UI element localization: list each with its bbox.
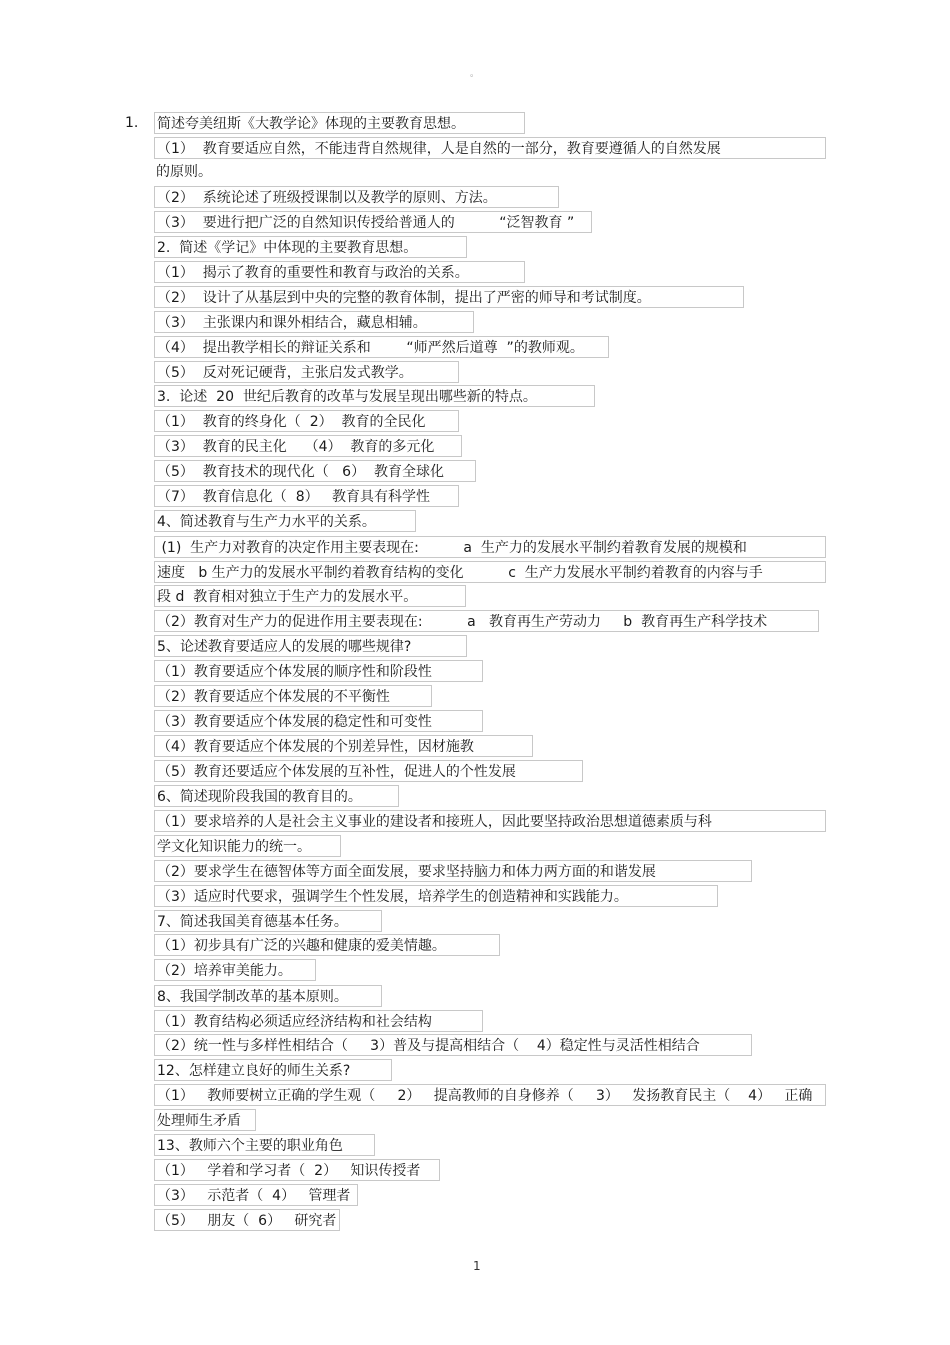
question-13-item-1-2: （1） 学着和学习者（ 2） 知识传授者 <box>154 1159 440 1181</box>
question-2-title: 2. 简述《学记》中体现的主要教育思想。 <box>154 236 467 258</box>
question-5-item-3: （3）教育要适应个体发展的稳定性和可变性 <box>154 710 483 732</box>
question-5-item-5: （5）教育还要适应个体发展的互补性，促进人的个性发展 <box>154 760 583 782</box>
question-12-title: 12、怎样建立良好的师生关系? <box>154 1059 392 1081</box>
question-5-title: 5、论述教育要适应人的发展的哪些规律? <box>154 635 467 657</box>
question-2-item-2: （2） 设计了从基层到中央的完整的教育体制，提出了严密的师导和考试制度。 <box>154 286 744 308</box>
question-4-item-1-end: 段 d 教育相对独立于生产力的发展水平。 <box>154 585 466 607</box>
question-2-item-3: （3） 主张课内和课外相结合，藏息相辅。 <box>154 311 474 333</box>
question-7-item-1: （1）初步具有广泛的兴趣和健康的爱美情趣。 <box>154 934 500 956</box>
question-7-item-2: （2）培养审美能力。 <box>154 959 316 981</box>
question-1-item-3: （3） 要进行把广泛的自然知识传授给普通人的 “泛智教育 ” <box>154 211 592 233</box>
question-4-item-1-cont: 速度 b 生产力的发展水平制约着教育结构的变化 c 生产力发展水平制约着教育的内容与手 <box>154 561 826 583</box>
page-number: 1 <box>473 1259 481 1273</box>
question-4-item-1: (1) 生产力对教育的决定作用主要表现在: a 生产力的发展水平制约着教育发展的规模和 <box>154 536 826 558</box>
question-8-item-1: （1）教育结构必须适应经济结构和社会结构 <box>154 1010 483 1032</box>
question-7-title: 7、简述我国美育德基本任务。 <box>154 910 382 932</box>
top-mark: 。 <box>470 69 480 79</box>
question-2-item-4: （4） 提出教学相长的辩证关系和 “师严然后道尊 ”的教师观。 <box>154 336 609 358</box>
question-4-title: 4、简述教育与生产力水平的关系。 <box>154 510 416 532</box>
question-6-item-2: （2）要求学生在德智体等方面全面发展，要求坚持脑力和体力两方面的和谐发展 <box>154 860 752 882</box>
question-1-item-1: （1） 教育要适应自然，不能违背自然规律，人是自然的一部分，教育要遵循人的自然发展 <box>154 137 826 159</box>
question-6-item-3: （3）适应时代要求，强调学生个性发展，培养学生的创造精神和实践能力。 <box>154 885 718 907</box>
question-2-item-5: （5） 反对死记硬背，主张启发式教学。 <box>154 361 459 383</box>
question-1-item-1-cont: 的原则。 <box>156 164 212 180</box>
question-13-item-5-6: （5） 朋友（ 6） 研究者 <box>154 1209 340 1231</box>
question-3-item-5-6: （5） 教育技术的现代化（ 6） 教育全球化 <box>154 460 476 482</box>
question-5-item-4: （4）教育要适应个体发展的个别差异性，因材施教 <box>154 735 533 757</box>
question-6-title: 6、简述现阶段我国的教育目的。 <box>154 785 399 807</box>
question-5-item-2: （2）教育要适应个体发展的不平衡性 <box>154 685 432 707</box>
question-2-item-1: （1） 揭示了教育的重要性和教育与政治的关系。 <box>154 261 525 283</box>
question-12-items-cont: 处理师生矛盾 <box>154 1109 256 1131</box>
question-8-title: 8、我国学制改革的基本原则。 <box>154 985 382 1007</box>
question-1-title: 简述夸美纽斯《大教学论》体现的主要教育思想。 <box>154 112 525 134</box>
question-13-title: 13、教师六个主要的职业角色 <box>154 1134 375 1156</box>
question-3-item-3-4: （3） 教育的民主化 （4） 教育的多元化 <box>154 435 462 457</box>
question-3-item-7-8: （7） 教育信息化（ 8） 教育具有科学性 <box>154 485 459 507</box>
question-13-item-3-4: （3） 示范者（ 4） 管理者 <box>154 1184 358 1206</box>
question-1-number: 1. <box>125 115 139 131</box>
question-3-item-1-2: （1） 教育的终身化（ 2） 教育的全民化 <box>154 410 459 432</box>
question-8-item-2: （2）统一性与多样性相结合（ 3）普及与提高相结合（ 4）稳定性与灵活性相结合 <box>154 1034 752 1056</box>
question-12-items: （1） 教师要树立正确的学生观（ 2） 提高教师的自身修养（ 3） 发扬教育民主（ 4） 正确 <box>154 1084 826 1106</box>
question-4-item-2: （2）教育对生产力的促进作用主要表现在: a 教育再生产劳动力 b 教育再生产科学技术 <box>154 610 819 632</box>
question-3-title: 3. 论述 20 世纪后教育的改革与发展呈现出哪些新的特点。 <box>154 385 595 407</box>
question-6-item-1-cont: 学文化知识能力的统一。 <box>154 835 341 857</box>
question-1-item-2: （2） 系统论述了班级授课制以及教学的原则、方法。 <box>154 186 559 208</box>
question-6-item-1: （1）要求培养的人是社会主义事业的建设者和接班人，因此要坚持政治思想道德素质与科 <box>154 810 826 832</box>
question-5-item-1: （1）教育要适应个体发展的顺序性和阶段性 <box>154 660 483 682</box>
